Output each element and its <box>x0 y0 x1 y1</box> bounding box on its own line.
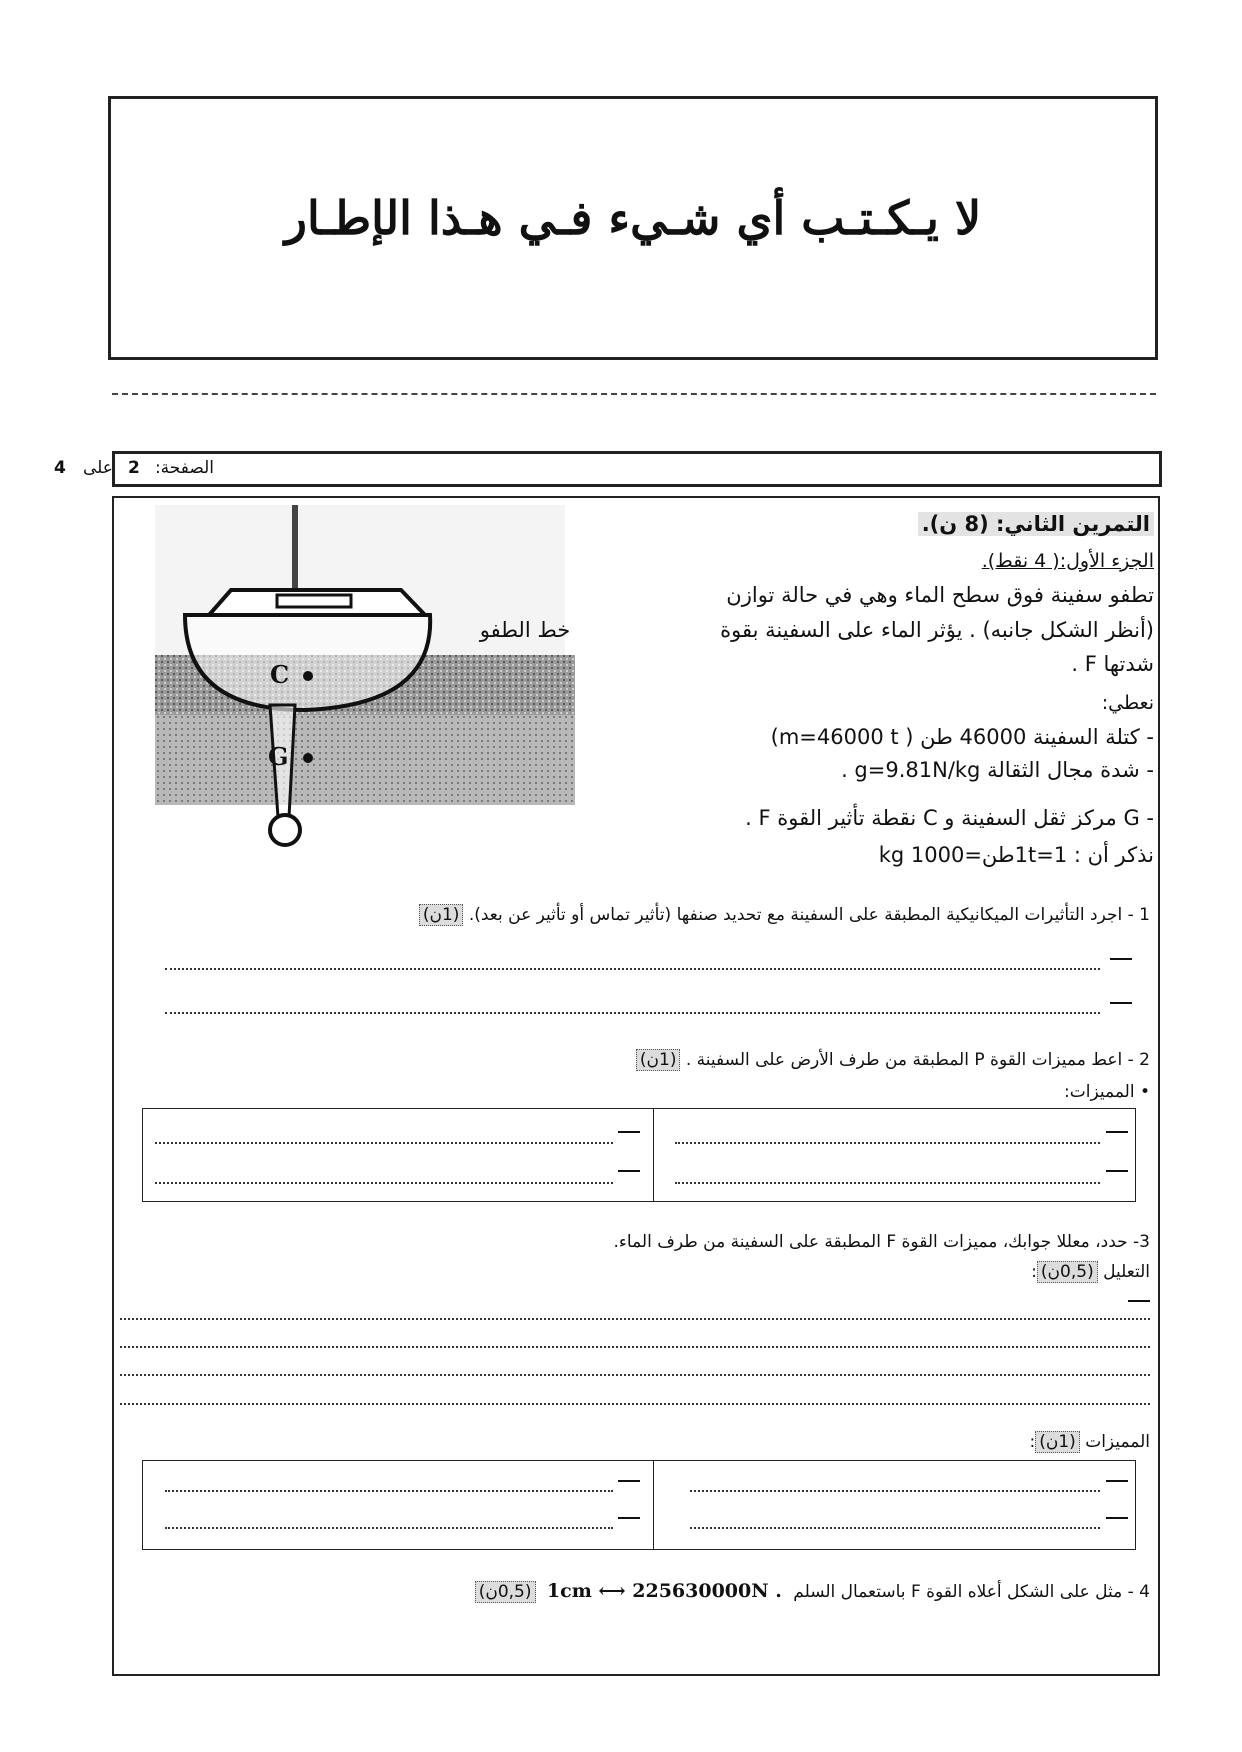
page-indicator <box>54 451 1162 487</box>
given-mass: - كتلة السفينة 46000 طن ( m=46000 t) <box>770 725 1154 749</box>
given-gravity: - شدة مجال الثقالة g=9.81N/kg . <box>841 758 1154 782</box>
given-points: - G مركز ثقل السفينة و C نقطة تأثير القوة F . <box>745 806 1154 830</box>
q3-char-label: المميزات (1ن): <box>1029 1432 1150 1452</box>
q2-cell-right-2[interactable] <box>675 1182 1100 1184</box>
q2-subheading: • المميزات: <box>1064 1082 1150 1102</box>
q3-char-points: (1ن) <box>1035 1431 1080 1453</box>
q2-table-divider <box>653 1109 654 1201</box>
q3-justify-line-3[interactable] <box>120 1374 1150 1376</box>
q3-justify-line-2[interactable] <box>120 1346 1150 1348</box>
q3-cell-left-mark-2 <box>618 1517 640 1519</box>
water-deep <box>155 715 575 805</box>
q2-cell-right-1[interactable] <box>675 1142 1100 1144</box>
q3-answer-table <box>142 1460 1136 1550</box>
q3-statement: 3- حدد، معللا جوابك، مميزات القوة F المطبقة على السفينة من طرف الماء. <box>613 1232 1150 1252</box>
q3-cell-right-mark-2 <box>1106 1517 1128 1519</box>
q3-justify-line-4[interactable] <box>120 1403 1150 1405</box>
q1-points: (1ن) <box>419 904 464 926</box>
q3-table-divider <box>653 1461 654 1549</box>
q1-statement: 1 - اجرد التأثيرات الميكانيكية المطبقة على السفينة مع تحديد صنفها (تأثير تماس أو تأثير عن بعد). <box>468 905 1150 925</box>
q2-cell-left-1[interactable] <box>155 1142 613 1144</box>
q2-answer-table <box>142 1108 1136 1202</box>
q2-cell-right-mark-2 <box>1106 1170 1128 1172</box>
exercise-title: التمرين الثاني: (8 ن). <box>918 512 1154 536</box>
q1-answer-line-2[interactable] <box>165 1012 1100 1014</box>
q4-scale: 1cm ⟷ 225630000N . <box>546 1580 782 1602</box>
q2-statement: 2 - اعط مميزات القوة P المطبقة من طرف الأرض على السفينة . <box>685 1050 1150 1070</box>
q3-cell-left-mark-1 <box>618 1480 640 1482</box>
q3-justify-points: (0,5ن) <box>1037 1261 1098 1283</box>
q4-text <box>475 1580 1150 1602</box>
q3-justify-label: التعليل (0,5ن): <box>1031 1262 1150 1282</box>
no-write-notice: لا يـكـتـب أي شـيء فـي هـذا الإطـار <box>284 191 982 245</box>
q3-justify-line-1[interactable] <box>120 1318 1150 1320</box>
given-reminder: نذكر أن : 1t=1طن=1000 kg <box>878 843 1154 867</box>
q3-char-text: المميزات <box>1085 1432 1150 1452</box>
q1-text <box>419 905 1150 925</box>
q3-cell-left-2[interactable] <box>165 1527 613 1529</box>
point-g-label: G <box>268 742 289 771</box>
page-number: 2 <box>128 458 140 478</box>
q2-cell-left-mark-1 <box>618 1131 640 1133</box>
intro-line-2: (أنظر الشكل جانبه) . يؤثر الماء على السفينة بقوة <box>720 618 1154 642</box>
q3-cell-right-1[interactable] <box>690 1490 1100 1492</box>
q3-justify-text: التعليل <box>1103 1262 1150 1282</box>
q1-bullet-1 <box>1110 958 1132 960</box>
intro-line-1: تطفو سفينة فوق سطح الماء وهي في حالة توازن <box>726 583 1154 607</box>
intro-line-3: شدتها F . <box>1071 652 1154 676</box>
q3-cell-left-1[interactable] <box>165 1490 613 1492</box>
no-write-frame <box>108 96 1158 360</box>
q2-points: (1ن) <box>636 1049 681 1071</box>
q2-cell-left-2[interactable] <box>155 1182 613 1184</box>
cabin-window <box>277 595 351 607</box>
q1-answer-line-1[interactable] <box>165 968 1100 970</box>
q4-statement: 4 - مثل على الشكل أعلاه القوة F باستعمال السلم <box>793 1582 1150 1602</box>
page-label: الصفحة: <box>154 458 214 478</box>
ship-figure <box>155 505 575 865</box>
q4-points: (0,5ن) <box>475 1581 536 1603</box>
q3-cell-right-mark-1 <box>1106 1480 1128 1482</box>
page-of: على <box>82 458 113 478</box>
given-heading: نعطي: <box>1101 692 1154 714</box>
waterline-label: خط الطفو <box>479 618 571 642</box>
q3-justify-mark-1 <box>1128 1300 1150 1302</box>
page-total: 4 <box>54 458 66 478</box>
q2-cell-right-mark-1 <box>1106 1131 1128 1133</box>
point-c-dot <box>303 671 313 681</box>
part1-heading: الجزء الأول:( 4 نقط). <box>981 550 1154 572</box>
ballast-bulb <box>270 815 300 845</box>
q1-bullet-2 <box>1110 1002 1132 1004</box>
q2-text <box>636 1050 1150 1070</box>
q2-cell-left-mark-2 <box>618 1170 640 1172</box>
point-c-label: C <box>270 660 290 689</box>
cut-line <box>112 393 1156 395</box>
point-g-dot <box>303 753 313 763</box>
q3-cell-right-2[interactable] <box>690 1527 1100 1529</box>
